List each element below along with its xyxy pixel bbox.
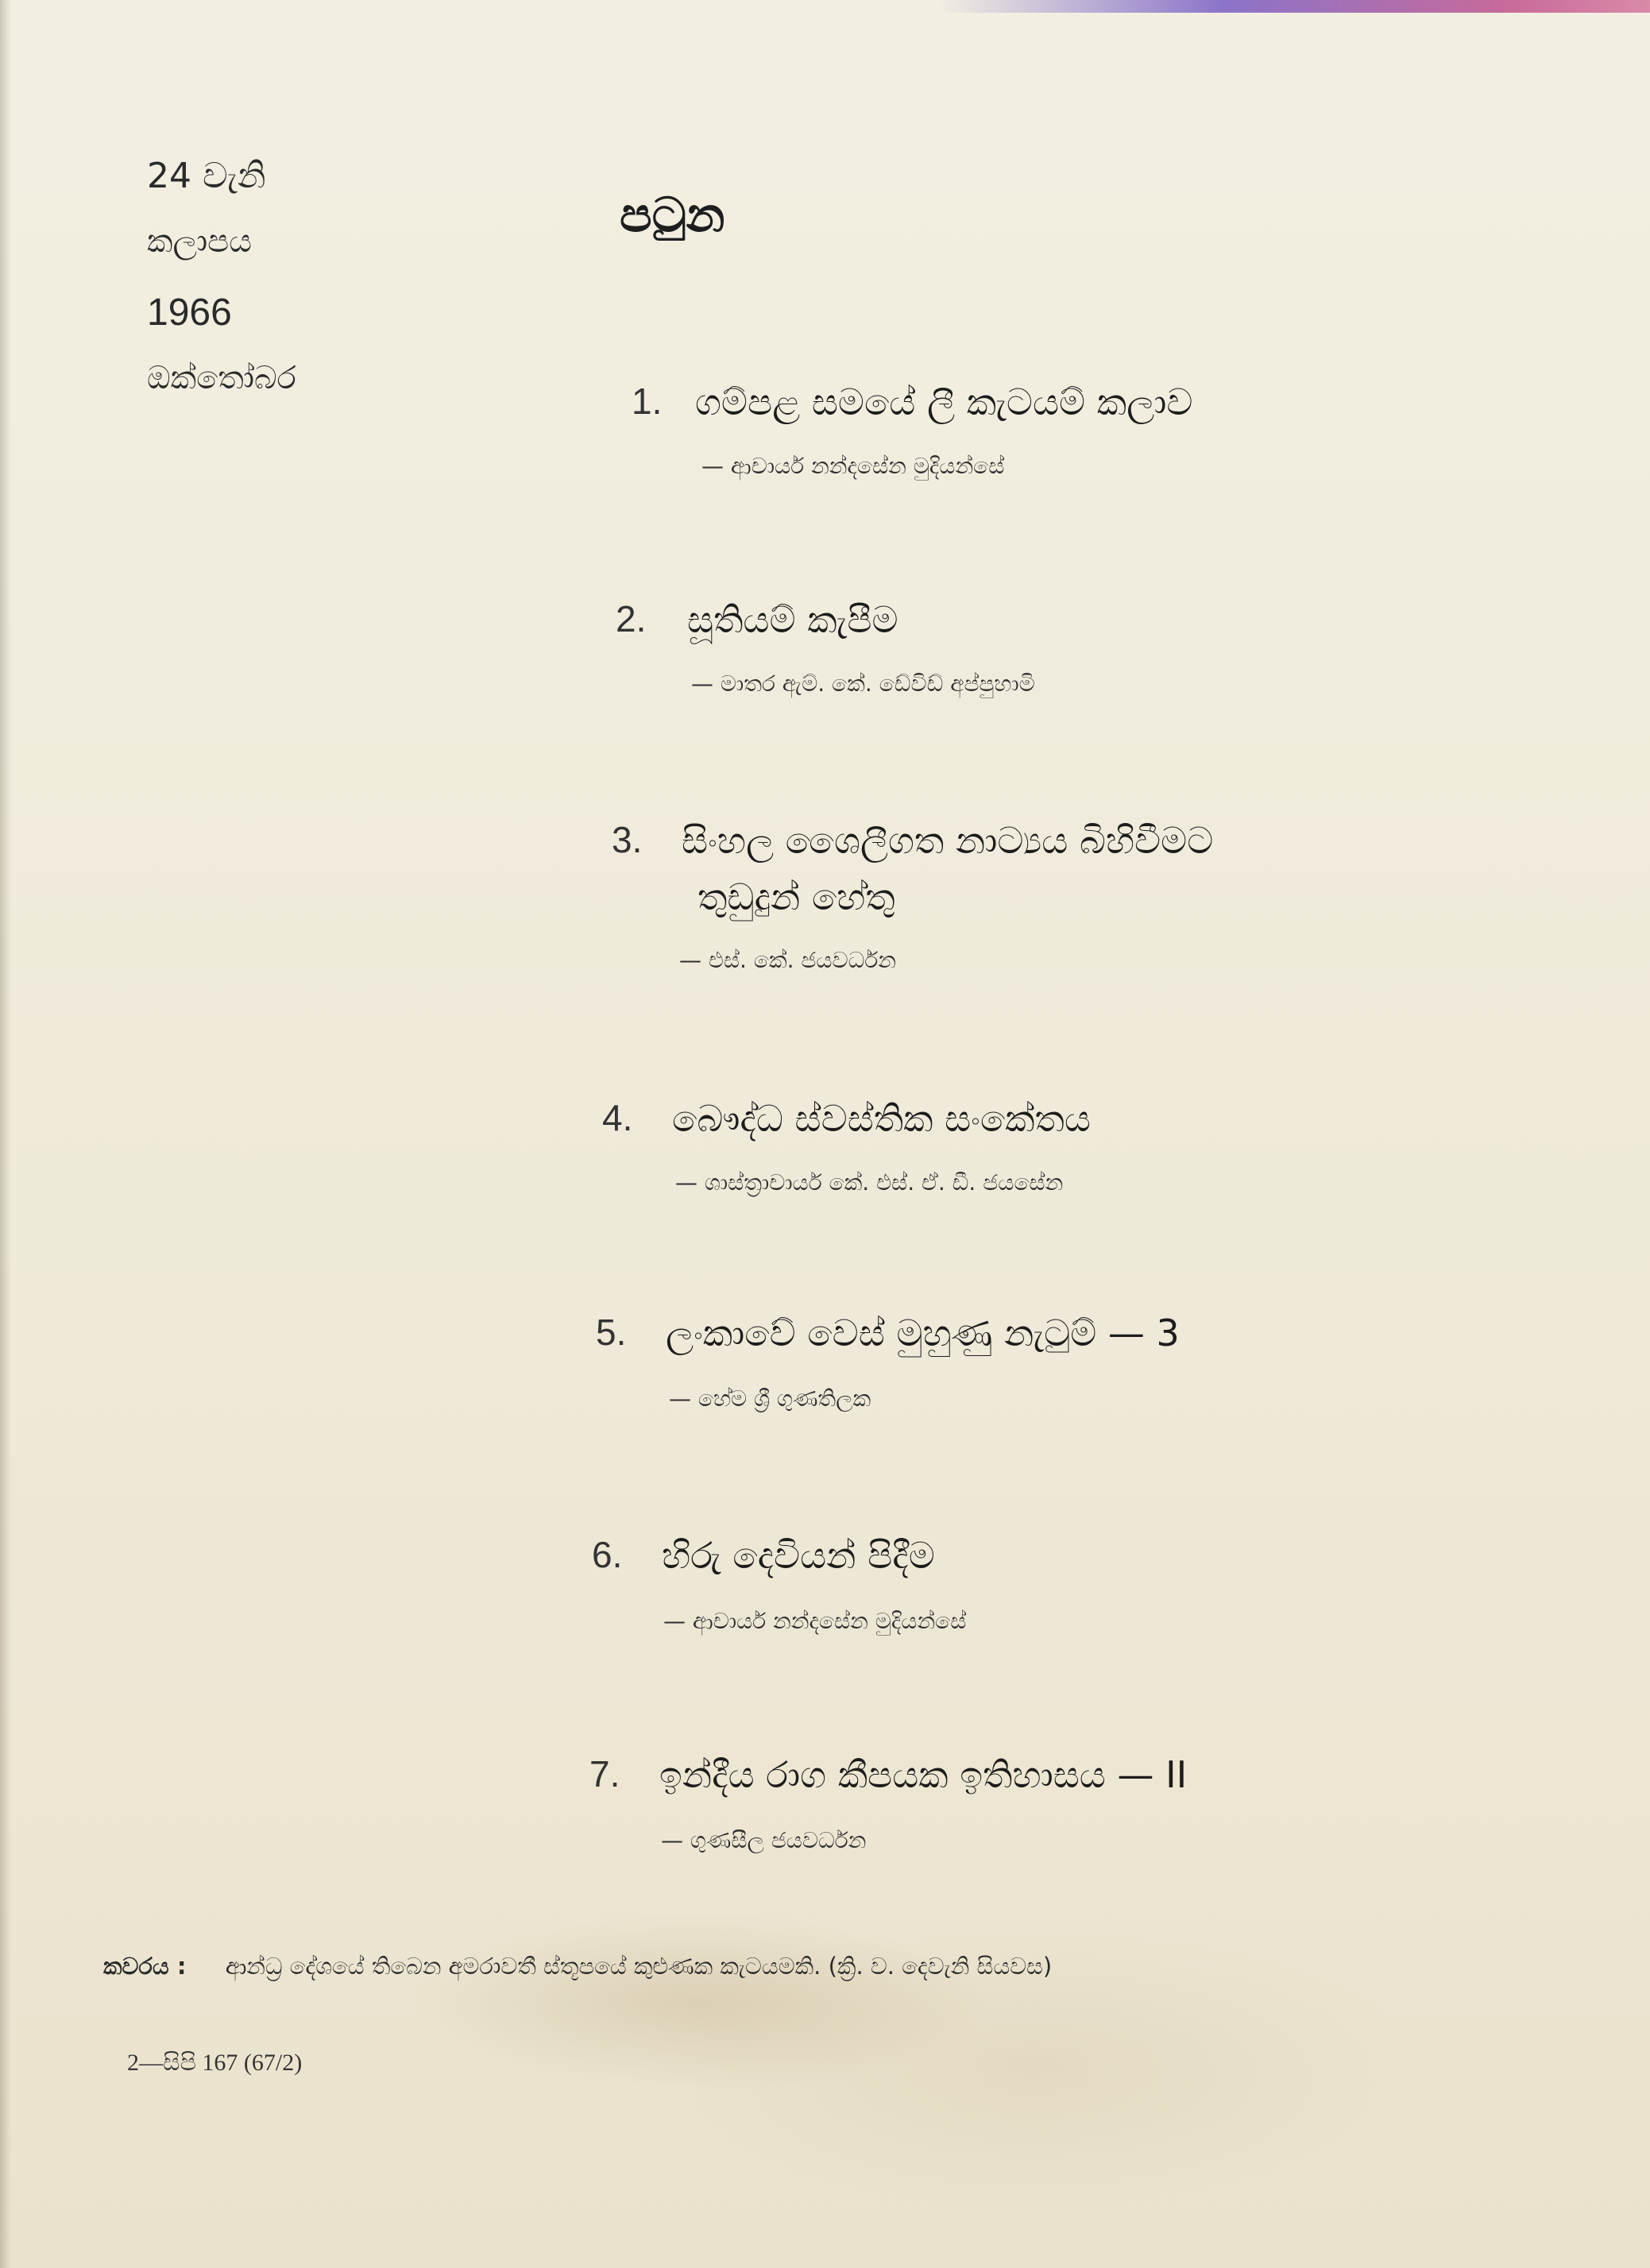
entry-author: — ආචාර්ය නන්දසේන මුදියන්සේ	[701, 453, 1005, 479]
entry-title: බෞද්ධ ස්වස්තික සංකේතය	[672, 1097, 1091, 1140]
issue-number: 24 වැනි	[147, 156, 266, 196]
entry-number: 4.	[602, 1097, 633, 1138]
entry-author: — මාතර ඇම්. කේ. ඩේවිඩ් අප්පුහාමි	[691, 670, 1035, 697]
entry-title-line-2: තුඩුදුන් හේතු	[697, 875, 895, 918]
entry-number: 5.	[596, 1312, 627, 1353]
entry-number: 2.	[616, 598, 647, 639]
entry-number: 7.	[589, 1753, 620, 1795]
page-edge-shadow	[0, 0, 11, 2268]
entry-author: — හේම ශ්‍රී ගුණතිලක	[669, 1385, 871, 1412]
entry-author: — ආචාර්ය නන්දසේන මුදියන්සේ	[663, 1608, 967, 1634]
entry-title: ලංකාවේ වෙස් මුහුණු නැටුම් — 3	[666, 1312, 1180, 1354]
issue-info	[147, 156, 433, 396]
entry-author: — එස්. කේ. ජයවර්ධන	[679, 947, 897, 973]
scan-edge-strip	[937, 0, 1650, 13]
entry-number: 3.	[612, 819, 643, 860]
issue-month: ඔක්තෝබර	[147, 360, 296, 396]
entry-title: ගම්පළ සමයේ ලී කැටයම් කලාව	[695, 381, 1193, 423]
cover-note-label: කවරය :	[103, 1953, 187, 1980]
entry-title: සිංහල ශෛලීගත නාට්‍යය බිහිවීමට	[682, 819, 1214, 862]
entry-title: ඉන්දීය රාග කීපයක ඉතිහාසය — II	[659, 1753, 1188, 1796]
issue-year: 1966	[147, 292, 232, 334]
entry-title: හිරු දෙවියන් පිදීම	[662, 1534, 935, 1577]
cover-note-text: ආන්ධ්‍ර දේශයේ තිබෙන අමරාවතී ස්තූපයේ කුළුණක කැටයමකි. (ක්‍රි. ව. දෙවැනි සියවස)	[225, 1953, 1053, 1980]
issue-label: කලාපය	[147, 223, 252, 260]
contents-title: පටුන	[620, 187, 725, 243]
entry-title: සූතියම් කැපීම	[687, 598, 898, 641]
entry-number: 6.	[592, 1534, 623, 1575]
entry-number: 1.	[632, 381, 663, 422]
entry-author: — ගුණසීල ජයවර්ධන	[661, 1827, 867, 1853]
entry-author: — ශාස්ත්‍රාචාර්ය කේ. එස්. ඒ. ඩී. ජයසේන	[675, 1169, 1064, 1196]
cover-note	[103, 1953, 1052, 1980]
print-code: 2—සිපි 167 (67/2)	[127, 2050, 303, 2076]
